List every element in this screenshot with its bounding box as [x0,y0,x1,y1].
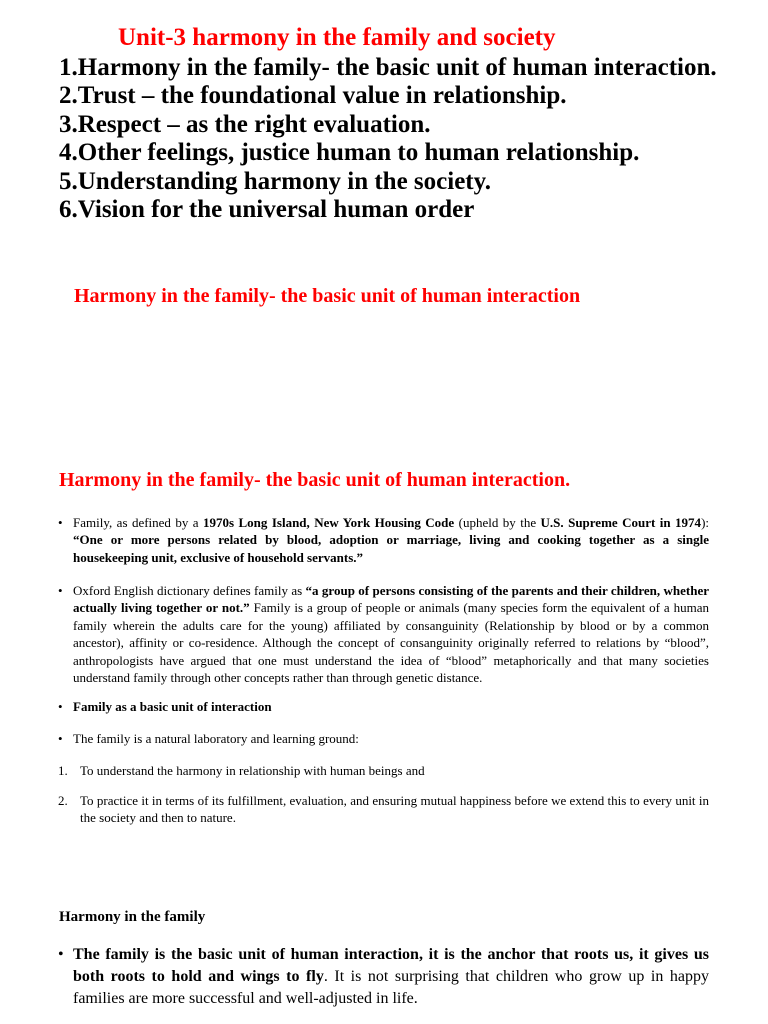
topic-list [59,54,739,224]
bold-run: “a group of persons consisting of the parents and their children, whether actually living together or not.” [73,583,709,616]
section-heading: Harmony in the family- the basic unit of human interaction [74,285,581,307]
bold-run: U.S. Supreme Court in 1974 [540,515,702,530]
bullet-family-anchor [73,944,709,1010]
numbered-marker: 1. [58,763,68,778]
topic-item: 1.Harmony in the family- the basic unit of human interaction. [59,54,717,81]
bullet-marker: • [58,583,63,598]
bold-run: The family is the basic unit of human interaction, it is the anchor that roots us, it gives us both roots to hold and wings to fly [73,946,709,985]
numbered-item: To practice it in terms of its fulfillment, evaluation, and ensuring mutual happiness before we extend this to every unit in the society and then to nature. [80,793,709,826]
text-run: Oxford English dictionary defines family as [73,583,306,598]
text-run: ): [701,515,710,530]
topic-item: 4.Other feelings, justice human to human relationship. [59,139,640,167]
bullet-marker: • [58,515,63,530]
text-run: (upheld by the [454,515,541,530]
text-run: Family, as defined by a [73,515,204,530]
topic-item: 5.Understanding harmony in the society. [59,167,491,195]
bullet-marker: • [58,731,63,746]
bold-run: “One or more persons related by blood, adoption or marriage, living and cooking together as a single housekeeping unit, exclusive of household servants.” [73,532,709,565]
numbered-item: To understand the harmony in relationship with human beings and [80,763,425,778]
bullet-oxford-definition [73,582,709,686]
numbered-marker: 2. [58,793,68,808]
bullet-basic-unit: Family as a basic unit of interaction [73,699,272,714]
section-heading: Harmony in the family- the basic unit of human interaction. [59,469,571,491]
bullet-family-definition [73,514,709,566]
bullet-natural-lab: The family is a natural laboratory and learning ground: [73,731,359,746]
text-run: . It is not surprising that children who grow up in happy families are more successful and well-adjusted in life. [73,968,709,1007]
unit-title: Unit-3 harmony in the family and society [118,24,556,51]
subheading: Harmony in the family [59,909,206,925]
bold-run: 1970s Long Island, New York Housing Code [203,515,455,530]
bullet-marker: • [58,699,63,714]
topic-item: 3.Respect – as the right evaluation. [59,110,431,138]
topic-item: 6.Vision for the universal human order [59,196,475,224]
bullet-marker: • [58,946,64,963]
text-run: Family is a group of people or animals (many species form the equivalent of a human family wherein the adults care for the young) affiliated by consanguinity (Relationship by blood or by a common ancestor), affinity or co-residence. Although the concept of consanguinity originally referred to relations by “blood”, anthropologists have argued that one must understand the idea of “blood” metaphorically and that many societies understand family through other concepts rather than through genetic distance. [73,600,709,686]
topic-item: 2.Trust – the foundational value in relationship. [59,82,567,110]
